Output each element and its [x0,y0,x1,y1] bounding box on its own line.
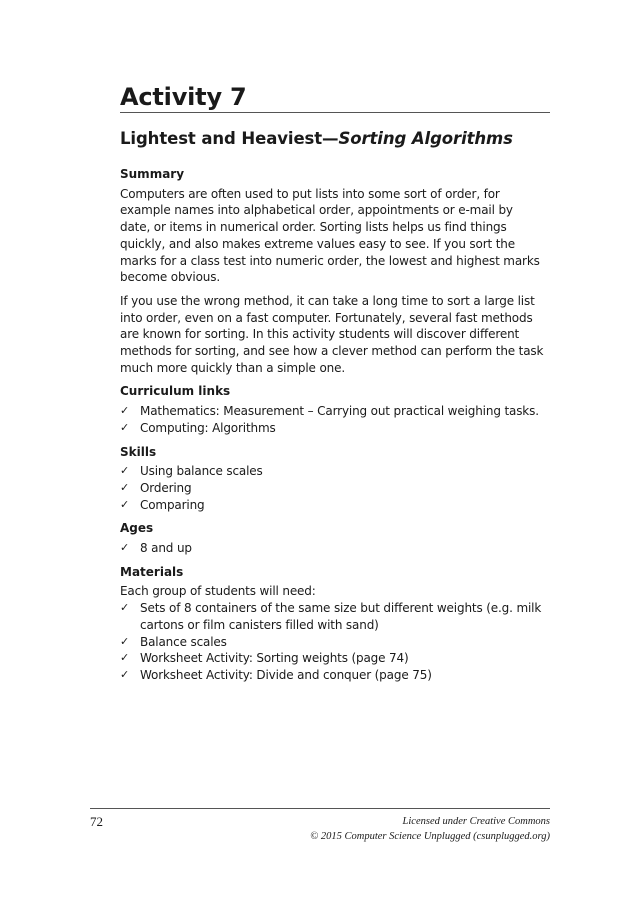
list-item [120,667,545,684]
list-item [120,420,545,437]
checkmark-icon: ✓ [120,634,130,648]
list-item-text: Computing: Algorithms [140,420,276,435]
materials-section [120,564,545,684]
checkmark-icon: ✓ [120,667,130,681]
list-item-text: 8 and up [140,541,192,556]
skills-section [120,444,545,514]
curriculum-section [120,383,545,436]
checkmark-icon: ✓ [120,404,130,418]
header [120,84,550,110]
ages-section [120,520,545,556]
list-item-text: Sets of 8 containers of the same size but different weights (e.g. milk cartons or film canisters filled with sand) [140,601,542,632]
skills-heading: Skills [120,444,157,459]
list-item-text: Comparing [140,497,205,512]
lesson-title-main: Lightest and Heaviest— [120,129,339,148]
lesson-title-italic: Sorting Algorithms [338,129,513,148]
list-item [120,634,545,651]
checkmark-icon: ✓ [120,601,130,615]
title-divider [120,112,550,113]
ages-list [120,540,545,557]
checkmark-icon: ✓ [120,480,130,494]
curriculum-list [120,403,545,436]
ages-heading: Ages [120,521,154,536]
footer-divider [90,808,550,809]
lesson-title [120,129,513,149]
list-item [120,540,545,557]
list-item-text: Balance scales [140,634,227,649]
body [120,166,545,691]
checkmark-icon: ✓ [120,541,130,555]
summary-section [120,166,545,376]
summary-paragraph-1: Computers are often used to put lists into some sort of order, for example names into alphabetical order, appointments or e-mail by date, or items in numerical order. Sorting lists helps us find things quickly, and also makes extreme values easy to see. If you sort the marks for a class test into numeric order, the lowest and highest marks become obvious. [120,186,540,285]
list-item-text: Worksheet Activity: Sorting weights (page 74) [140,651,409,666]
materials-list [120,600,545,684]
list-item-text: Ordering [140,480,192,495]
license-line-2: © 2015 Computer Science Unplugged (csunplugged.org) [310,831,550,842]
materials-intro: Each group of students will need: [120,584,316,599]
activity-title: Activity 7 [120,83,247,111]
list-item [120,600,545,633]
checkmark-icon: ✓ [120,497,130,511]
list-item-text: Using balance scales [140,464,263,479]
summary-heading: Summary [120,167,185,181]
license-line-1: Licensed under Creative Commons [402,816,550,827]
list-item [120,403,545,420]
checkmark-icon: ✓ [120,464,130,478]
checkmark-icon: ✓ [120,651,130,665]
license-notice [310,814,550,844]
list-item [120,463,545,480]
curriculum-heading: Curriculum links [120,384,231,399]
checkmark-icon: ✓ [120,420,130,434]
list-item [120,497,545,514]
list-item-text: Worksheet Activity: Divide and conquer (page 75) [140,667,432,682]
summary-paragraph-2: If you use the wrong method, it can take a long time to sort a large list into order, even on a fast computer. Fortunately, several fast methods are known for sorting. In this activity students will discover different methods for sorting, and see how a clever method can perform the task much more quickly than a simple one. [120,293,544,375]
list-item [120,650,545,667]
list-item-text: Mathematics: Measurement – Carrying out practical weighing tasks. [140,404,539,419]
materials-heading: Materials [120,564,184,579]
skills-list [120,463,545,513]
page-number: 72 [90,814,103,829]
list-item [120,480,545,497]
